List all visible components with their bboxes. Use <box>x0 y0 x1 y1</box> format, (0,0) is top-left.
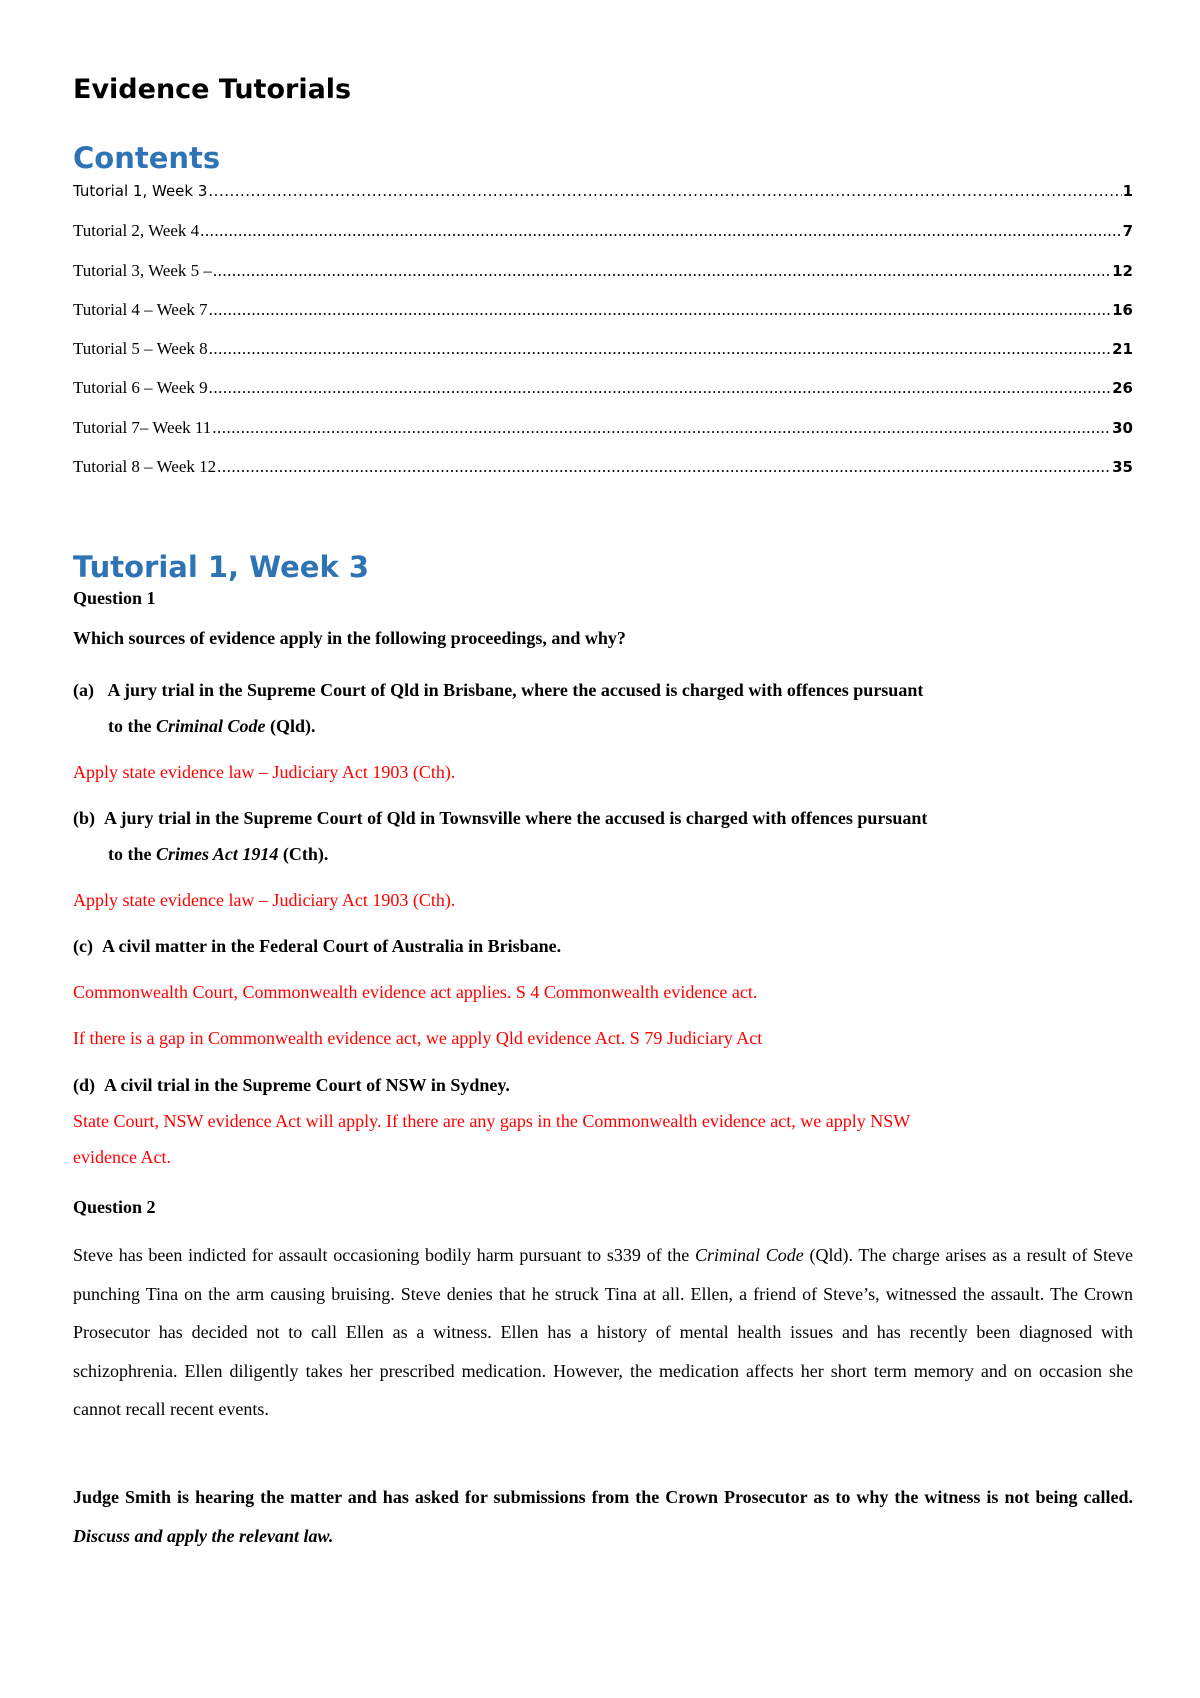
item-c-label: (c) <box>73 936 93 956</box>
toc-entry-page: 16 <box>1112 300 1133 319</box>
toc-leader-dots <box>217 457 1111 477</box>
toc-leader-dots <box>209 378 1111 398</box>
toc-entry-label: Tutorial 1, Week 3 <box>73 182 208 200</box>
toc-entry-label: Tutorial 3, Week 5 – <box>73 260 212 280</box>
toc-entry-page: 7 <box>1122 222 1133 241</box>
item-b-answer: Apply state evidence law – Judiciary Act 1903 (Cth). <box>73 890 456 910</box>
item-c-answer-1: Commonwealth Court, Commonwealth evidence act applies. S 4 Commonwealth evidence act. <box>73 982 758 1002</box>
toc-entry-label: Tutorial 8 – Week 12 <box>73 457 217 477</box>
question-2-instruction-emphasis: Discuss and apply the relevant law. <box>73 1525 334 1546</box>
toc-entry-page: 30 <box>1112 418 1133 437</box>
item-c <box>73 936 561 957</box>
document-title: Evidence Tutorials <box>73 74 352 105</box>
question-2-text-pre: Steve has been indicted for assault occasioning bodily harm pursuant to s339 of the <box>73 1245 695 1265</box>
item-b <box>73 808 927 829</box>
item-b-text-pre: to the <box>108 844 156 864</box>
item-a-label: (a) <box>73 680 94 700</box>
item-c-text: A civil matter in the Federal Court of Australia in Brisbane. <box>101 936 562 956</box>
item-b-text-post: (Cth). <box>278 844 329 864</box>
question-1-prompt: Which sources of evidence apply in the following proceedings, and why? <box>73 628 626 648</box>
item-a-act-name: Criminal Code <box>156 716 266 736</box>
toc-entry[interactable] <box>73 261 1133 300</box>
item-a-text-post: (Qld). <box>265 716 316 736</box>
item-b-text: A jury trial in the Supreme Court of Qld in Townsville where the accused is charged with offences pursuant <box>104 808 928 828</box>
question-2-act-name: Criminal Code <box>695 1245 804 1265</box>
item-a-continued <box>73 716 316 737</box>
toc-entry-page: 35 <box>1112 458 1133 477</box>
toc-entry-label: Tutorial 6 – Week 9 <box>73 378 208 398</box>
toc-entry-label: Tutorial 4 – Week 7 <box>73 299 208 319</box>
toc-leader-dots <box>200 221 1121 241</box>
toc-entry[interactable] <box>73 418 1133 457</box>
item-d-label: (d) <box>73 1075 95 1095</box>
item-a-text: A jury trial in the Supreme Court of Qld in Brisbane, where the accused is charged with offences pursuant <box>107 680 924 700</box>
toc-leader-dots <box>213 261 1111 281</box>
contents-heading: Contents <box>73 141 221 175</box>
question-2-heading: Question 2 <box>73 1197 156 1217</box>
item-b-act-name: Crimes Act 1914 <box>156 844 279 864</box>
table-of-contents <box>73 182 1133 496</box>
toc-leader-dots <box>208 182 1121 200</box>
item-a-answer: Apply state evidence law – Judiciary Act 1903 (Cth). <box>73 762 456 782</box>
item-a-text-pre: to the <box>108 716 156 736</box>
toc-entry-label: Tutorial 5 – Week 8 <box>73 339 208 359</box>
item-d-answer-1: State Court, NSW evidence Act will apply. If there are any gaps in the Commonwealth evidence act, we apply NSW <box>73 1111 911 1131</box>
toc-entry-label: Tutorial 7– Week 11 <box>73 417 212 437</box>
question-2-instruction-text: Judge Smith is hearing the matter and has asked for submissions from the Crown Prosecutor as to why the witness is not being called. <box>73 1487 1133 1507</box>
question-2-paragraph <box>73 1236 1133 1429</box>
toc-entry-page: 12 <box>1112 261 1133 280</box>
toc-entry[interactable] <box>73 339 1133 378</box>
toc-leader-dots <box>209 339 1111 359</box>
item-c-answer-2: If there is a gap in Commonwealth evidence act, we apply Qld evidence Act. S 79 Judiciary Act <box>73 1028 763 1048</box>
toc-leader-dots <box>209 300 1111 320</box>
item-a <box>73 680 923 701</box>
toc-entry[interactable] <box>73 182 1133 221</box>
document-page <box>73 70 1133 1546</box>
question-2-instruction <box>73 1478 1133 1555</box>
item-d-text: A civil trial in the Supreme Court of NSW in Sydney. <box>104 1075 510 1095</box>
section-heading: Tutorial 1, Week 3 <box>73 550 370 584</box>
item-d-answer-2: evidence Act. <box>73 1147 171 1167</box>
item-d <box>73 1075 510 1096</box>
toc-entry[interactable] <box>73 378 1133 417</box>
question-1-heading: Question 1 <box>73 588 156 608</box>
question-2-text-post: (Qld). The charge arises as a result of Steve punching Tina on the arm causing bruising. Steve denies that he struck Tina at all. Ellen, a friend of Steve’s, witnessed the assault. The Crown Prosecutor has decided not to call Ellen as a witness. Ellen has a history of mental health issues and has recently been diagnosed with schizophrenia. Ellen diligently takes her prescribed medication. However, the medication affects her short term memory and on occasion she cannot recall recent events. <box>73 1245 1133 1419</box>
toc-entry[interactable] <box>73 300 1133 339</box>
toc-leader-dots <box>212 418 1111 438</box>
toc-entry[interactable] <box>73 221 1133 260</box>
item-b-continued <box>73 844 328 865</box>
toc-entry[interactable] <box>73 457 1133 496</box>
toc-entry-page: 26 <box>1112 379 1133 398</box>
item-b-label: (b) <box>73 808 95 828</box>
toc-entry-label: Tutorial 2, Week 4 <box>73 221 200 241</box>
toc-entry-page: 21 <box>1112 340 1133 359</box>
toc-entry-page: 1 <box>1122 182 1133 200</box>
